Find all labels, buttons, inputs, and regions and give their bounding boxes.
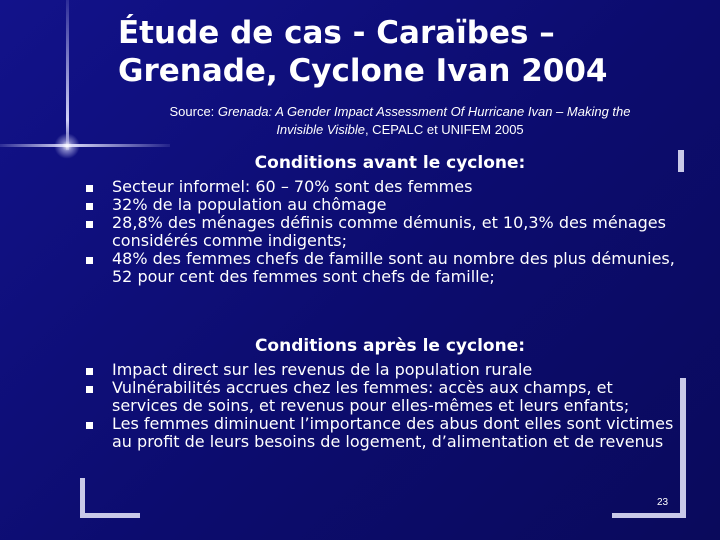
- decorative-sparkle: [52, 131, 82, 161]
- title-line-1: Étude de cas - Caraïbes –: [118, 15, 555, 51]
- title-line-2: Grenade, Cyclone Ivan 2004: [118, 53, 608, 89]
- frame-corner-bottom-left-base: [80, 513, 140, 518]
- after-list: [86, 361, 680, 451]
- list-item: Vulnérabilités accrues chez les femmes: accès aux champs, et services de soins, et revenus pour elles-mêmes et leurs enfants;: [86, 379, 680, 415]
- list-item: Les femmes diminuent l’importance des abus dont elles sont victimes au profit de leurs besoins de logement, d’alimentation et de revenus: [86, 415, 680, 451]
- list-item: 28,8% des ménages définis comme démunis, et 10,3% des ménages considérés comme indigents;: [86, 214, 680, 250]
- frame-corner-bottom-right: [680, 378, 686, 518]
- square-bullet-icon: [86, 203, 93, 210]
- frame-corner-bottom-left: [80, 478, 85, 518]
- square-bullet-icon: [86, 221, 93, 228]
- list-item: 32% de la population au chômage: [86, 196, 680, 214]
- source-prefix: Source:: [169, 104, 218, 119]
- before-heading: Conditions avant le cyclone:: [254, 153, 526, 173]
- decorative-horizontal-line: [0, 144, 170, 147]
- list-item: Impact direct sur les revenus de la population rurale: [86, 361, 680, 379]
- source-suffix: , CEPALC et UNIFEM 2005: [364, 122, 524, 137]
- square-bullet-icon: [86, 257, 93, 264]
- frame-corner-top-right: [678, 150, 684, 172]
- slide-title: [118, 14, 678, 90]
- frame-corner-bottom-right-base: [612, 513, 686, 518]
- page-number: 23: [657, 497, 669, 508]
- square-bullet-icon: [86, 386, 93, 393]
- decorative-vertical-line: [66, 0, 69, 150]
- list-item: Secteur informel: 60 – 70% sont des femmes: [86, 178, 680, 196]
- after-heading: Conditions après le cyclone:: [254, 336, 526, 356]
- square-bullet-icon: [86, 368, 93, 375]
- before-list: [86, 178, 680, 286]
- source-title: Grenada: A Gender Impact Assessment Of Hurricane Ivan – Making the Invisible Visible: [217, 104, 631, 137]
- source-citation: [150, 103, 650, 139]
- list-item: 48% des femmes chefs de famille sont au nombre des plus démunies, 52 pour cent des femmes sont chefs de famille;: [86, 250, 680, 286]
- square-bullet-icon: [86, 422, 93, 429]
- square-bullet-icon: [86, 185, 93, 192]
